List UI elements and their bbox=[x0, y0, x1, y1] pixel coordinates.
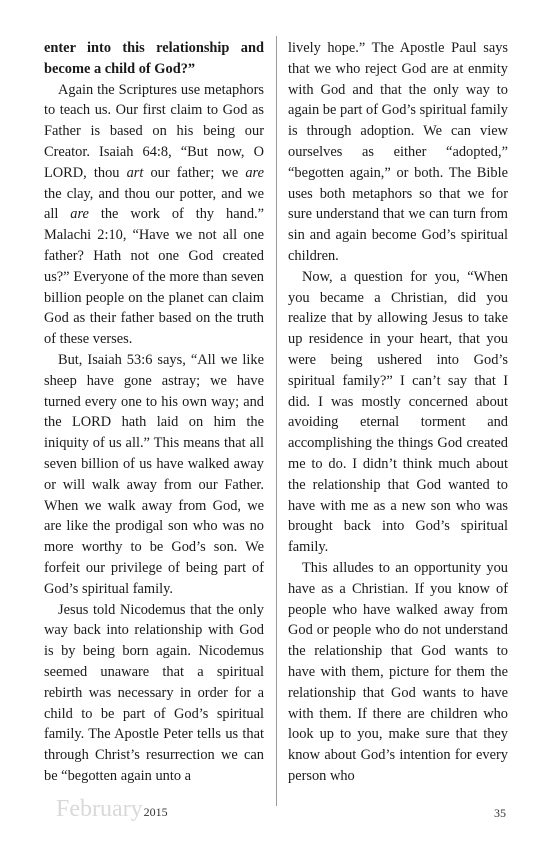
right-column bbox=[288, 38, 508, 787]
left-column bbox=[44, 38, 264, 787]
paragraph-nicodemus: Jesus told Nicodemus that the only way back into relationship with God is by being born again. Nicodemus seemed unaware that a spiritual rebirth was necessary in order for a child to be part of God’s spiritual family. The Apostle Peter tells us that through Christ’s resurrection we can be “begotten again unto a bbox=[44, 601, 264, 784]
column-divider bbox=[276, 36, 277, 806]
issue-year: 2015 bbox=[143, 805, 168, 819]
italic-word: are bbox=[245, 164, 264, 181]
paragraph-opportunity: This alludes to an opportunity you have as a Christian. If you know of people who have walked away from God or people who do not understand the relationship that God wants to have with them, picture for them the relationship that God wants to have with them. If there are children who look up to you, make sure that they know about God’s intention for every person who bbox=[288, 559, 508, 784]
text-run: the work of thy hand.” Malachi 2:10, “Have we not all one father? Hath not one God created us?” Everyone of the more than seven billion people on the planet can claim God as their father based on the truth of these verses. bbox=[44, 206, 264, 348]
page-number: 35 bbox=[494, 806, 506, 820]
italic-word: art bbox=[126, 164, 144, 181]
section-heading: enter into this relationship and become a child of God?” bbox=[44, 40, 264, 77]
italic-word: are bbox=[70, 206, 89, 223]
paragraph-isaiah-53: But, Isaiah 53:6 says, “All we like sheep have gone astray; we have turned every one to his own way; and the LORD hath laid on him the iniquity of us all.” This means that all seven billion of us have walked away or will walk away from our Father. When we walk away from God, we are like the prodigal son who was no more worthy to be God’s son. We forfeit our privilege of being part of God’s spiritual family. bbox=[44, 351, 264, 597]
paragraph-lively-hope: lively hope.” The Apostle Paul says that we who reject God are at enmity with God and that the only way to again be part of God’s spiritual family is through adoption. We can view ourselves as either “adopted,” “begotten again,” or both. The Bible uses both metaphors so that we for sure understand that we can turn from sin and again become God’s spiritual children. bbox=[288, 40, 508, 264]
text-run: Again the Scriptures use metaphors to teach us. Our first claim to God as Father is based on his being our Creator. Isaiah 64:8, “But now, O LORD, thou bbox=[44, 81, 264, 181]
text-run: our father; we bbox=[143, 164, 246, 181]
paragraph-question: Now, a question for you, “When you became a Christian, did you realize that by allowing Jesus to take up residence in your heart, that you were being ushered into God’s spiritual family?” I can’t say that I did. I was mostly concerned about avoiding eternal torment and accomplishing the things God created me to do. I didn’t think much about the relationship that God wanted to have with me as a new son who was brought back into God’s spiritual family. bbox=[288, 268, 508, 556]
issue-date bbox=[56, 796, 168, 823]
text-run: the clay, and thou our potter, and we all bbox=[44, 185, 264, 223]
paragraph-scriptures-metaphors bbox=[44, 80, 264, 350]
issue-month: February bbox=[56, 796, 143, 822]
